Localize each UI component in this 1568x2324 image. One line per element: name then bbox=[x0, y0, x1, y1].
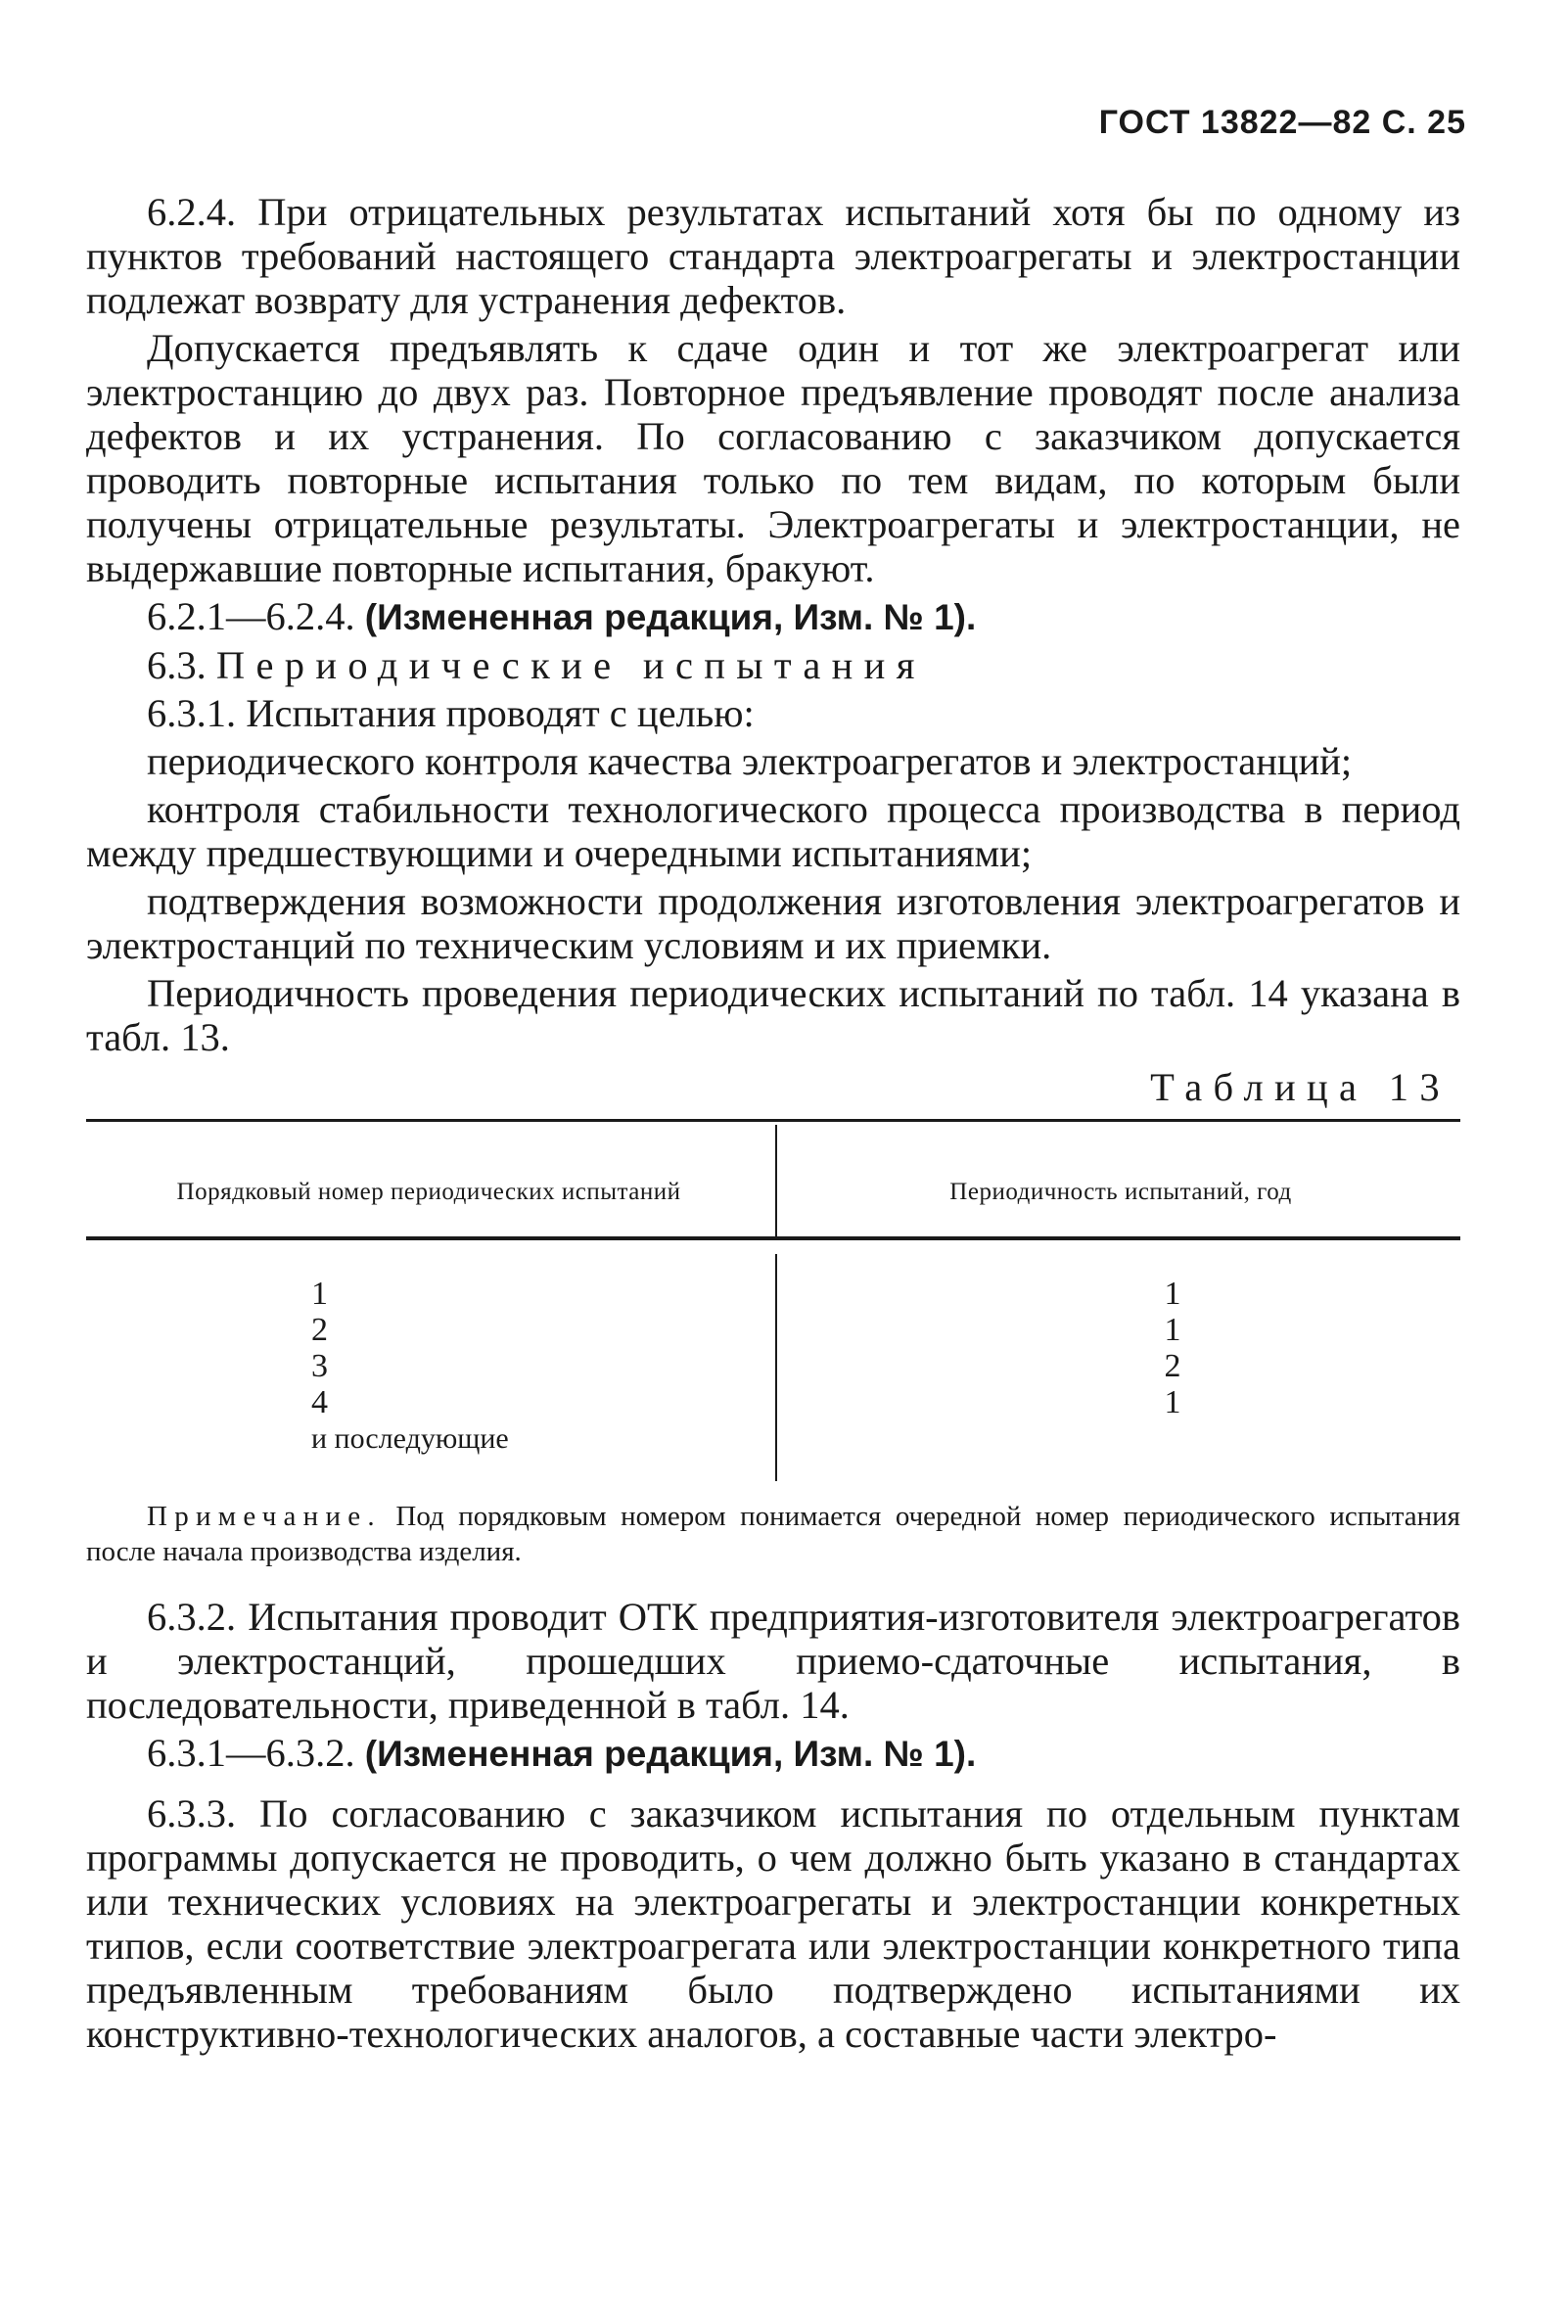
amendment-text: (Измененная редакция, Изм. № 1). bbox=[364, 597, 977, 637]
table-cell: и последующие bbox=[311, 1422, 509, 1455]
amendment-range: 6.2.1—6.2.4. bbox=[147, 594, 355, 638]
table-13 bbox=[86, 1119, 1460, 1483]
note-text: Под порядковым номером понимается очередной номер периодического испытания после начала производства изделия. bbox=[86, 1501, 1460, 1567]
paragraph-periodicity: Периодичность проведения периодических испытаний по табл. 14 указана в табл. 13. bbox=[86, 971, 1460, 1059]
goal-item-1: периодического контроля качества электроагрегатов и электростанций; bbox=[147, 739, 1353, 783]
table-header-divider bbox=[775, 1125, 777, 1236]
table-cell: 3 bbox=[311, 1348, 328, 1384]
paragraph-6-3-2: 6.3.2. Испытания проводит ОТК предприятия-изготовителя электроагрегатов и электростанций, прошедших приемо-сдаточные испытания, в последовательности, приведенной в табл. 14. bbox=[86, 1595, 1460, 1727]
table-col2-values bbox=[1143, 1276, 1202, 1420]
table-cell: 1 bbox=[311, 1276, 328, 1312]
table-cell: 2 bbox=[1164, 1348, 1181, 1384]
amendment-note-6-3 bbox=[86, 1731, 1460, 1776]
amendment-range: 6.3.1—6.3.2. bbox=[147, 1731, 355, 1775]
table-header-rule bbox=[86, 1236, 1460, 1240]
page-content bbox=[86, 190, 1460, 2060]
table-top-rule bbox=[86, 1119, 1460, 1122]
goal-item-2: контроля стабильности технологического процесса производства в период между предшествующими и очередными испытаниями; bbox=[86, 787, 1460, 875]
paragraph-6-3-3: 6.3.3. По согласованию с заказчиком испытания по отдельным пунктам программы допускается не проводить, о чем должно быть указано в стандартах или технических условиях на электроагрегаты и электростанции конкретных типов, если соответствие электроагрегата или электростанции конкретного типа предъявленным требованиям было подтверждено испытаниями их конструктивно-технологических аналогов, а составные части электро- bbox=[86, 1791, 1460, 2056]
section-6-3-heading bbox=[86, 643, 1460, 687]
section-number: 6.3. bbox=[147, 643, 207, 687]
section-title: Периодические испытания bbox=[215, 643, 926, 687]
page-header: ГОСТ 13822—82 С. 25 bbox=[1098, 104, 1466, 141]
table-body-divider bbox=[775, 1254, 777, 1481]
table-caption: Таблица 13 bbox=[1150, 1065, 1451, 1109]
paragraph-6-2-4: 6.2.4. При отрицательных результатах испытаний хотя бы по одному из пунктов требований настоящего стандарта электроагрегаты и электростанции подлежат возврату для устранения дефектов. bbox=[86, 190, 1460, 322]
table-note bbox=[86, 1499, 1460, 1569]
table-cell: 2 bbox=[311, 1312, 328, 1348]
table-cell: 1 bbox=[1164, 1276, 1181, 1312]
goal-item-3: подтверждения возможности продолжения изготовления электроагрегатов и электростанций по техническим условиям и их приемки. bbox=[86, 879, 1460, 967]
paragraph-repeat-submission: Допускается предъявлять к сдаче один и тот же электроагрегат или электростанцию до двух раз. Повторное предъявление проводят после анализа дефектов и их устранения. По согласованию с заказчиком допускается проводить повторные испытания только по тем видам, по которым были получены отрицательные результаты. Электроагрегаты и электростанции, не выдержавшие повторные испытания, бракуют. bbox=[86, 326, 1460, 590]
amendment-note-6-2 bbox=[86, 594, 1460, 639]
table-header-col2: Периодичность испытаний, год bbox=[949, 1179, 1292, 1205]
table-header-col1: Порядковый номер периодических испытаний bbox=[176, 1179, 681, 1205]
amendment-text: (Измененная редакция, Изм. № 1). bbox=[364, 1734, 977, 1774]
paragraph-6-3-1: 6.3.1. Испытания проводят с целью: bbox=[147, 691, 755, 735]
table-cell: 4 bbox=[311, 1384, 328, 1420]
table-col1-values bbox=[311, 1276, 683, 1457]
note-label: Примечание. bbox=[147, 1501, 382, 1532]
table-cell: 1 bbox=[1164, 1384, 1181, 1420]
table-cell: 1 bbox=[1164, 1312, 1181, 1348]
